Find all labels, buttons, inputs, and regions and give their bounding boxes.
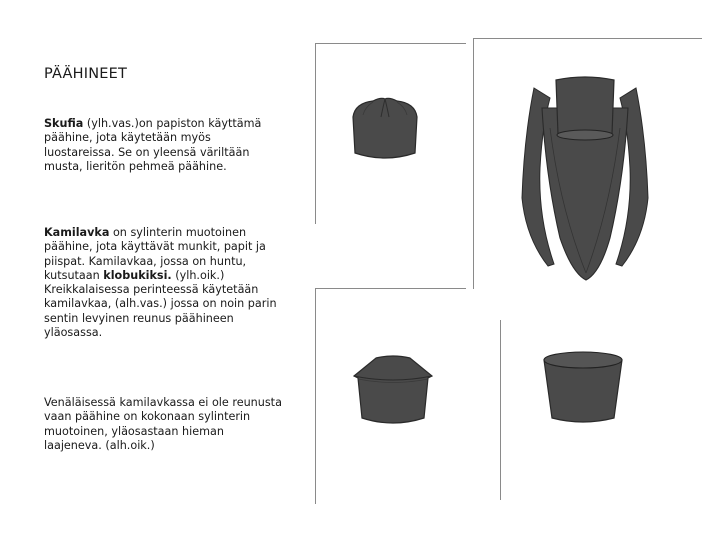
skufia-description: (ylh.vas.)on papiston käyttämä päähine, jota käytetään myös luostareissa. Se on yleensä väriltään musta, lieritön pehmeä päähine. xyxy=(44,117,262,173)
russian-kamilavka-image xyxy=(538,348,628,428)
russian-kamilavka-paragraph: Venäläisessä kamilavkassa ei ole reunusta vaan päähine on kokonaan sylinterin muotoinen, yläosastaan hieman laajeneva. (alh.oik.) xyxy=(44,396,282,452)
skufia-image xyxy=(345,95,425,165)
kamilavka-term: Kamilavka xyxy=(44,226,110,239)
greek-kamilavka-description: Kreikkalaisessa perinteessä käytetään kamilavkaa, (alh.vas.) jossa on noin parin sentin levyinen reunus päähineen yläosassa. xyxy=(44,283,277,340)
klobuk-term: klobukiksi. xyxy=(103,268,172,282)
kamilavka-description: on sylinterin muotoinen päähine, jota käyttävät munkit, papit ja piispat. Kamilavkaa, jossa on huntu, kutsutaan xyxy=(44,226,266,282)
page-title: PÄÄHINEET xyxy=(44,66,128,82)
klobuk-position: (ylh.oik.) xyxy=(171,268,225,282)
greek-kamilavka-image xyxy=(348,348,438,428)
skufia-paragraph xyxy=(44,117,284,174)
kamilavka-paragraph xyxy=(44,226,284,340)
klobuk-image xyxy=(520,68,650,293)
skufia-term: Skufia xyxy=(44,117,84,130)
